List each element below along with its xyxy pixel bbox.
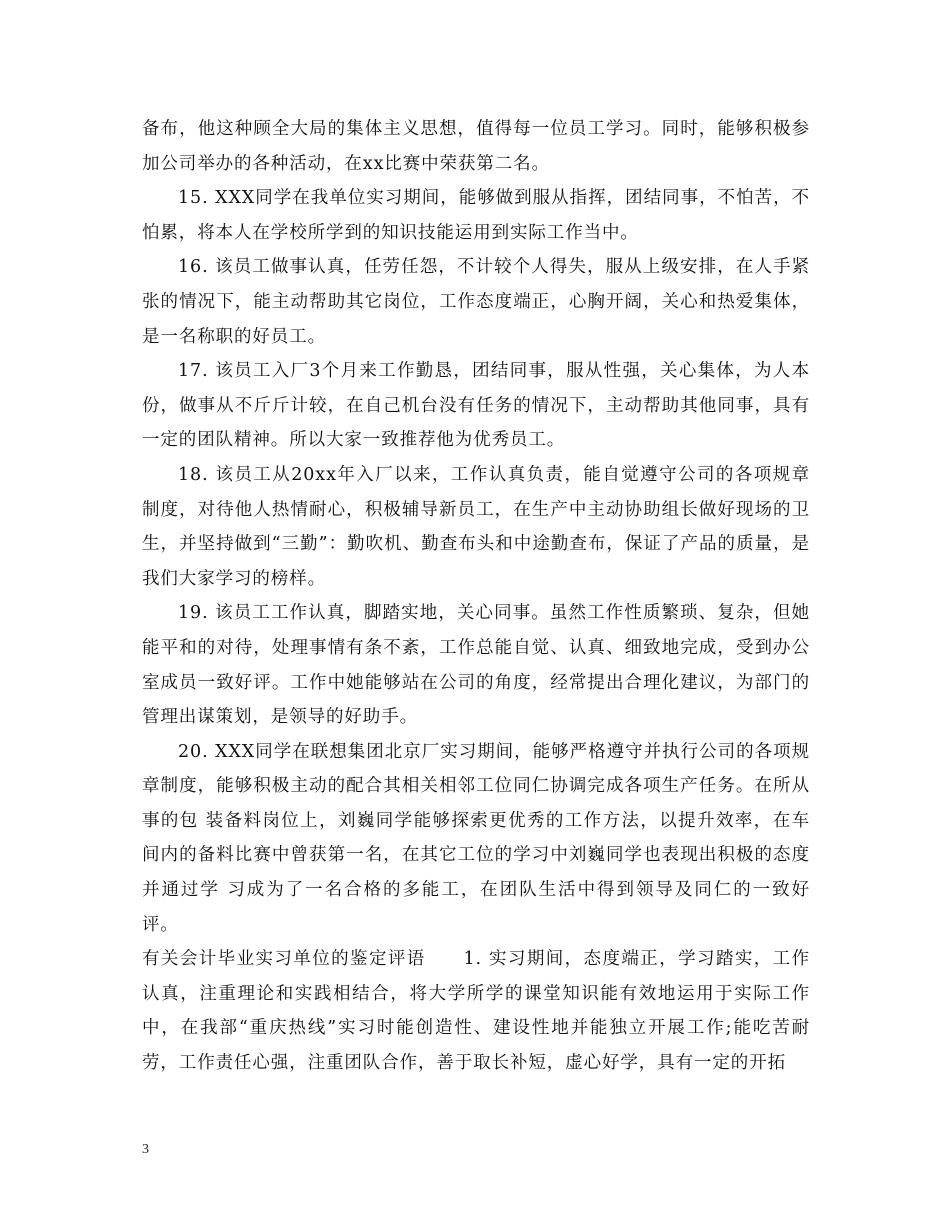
paragraph-item-19: 19. 该员工工作认真，脚踏实地，关心同事。虽然工作性质繁琐、复杂，但她能平和的对待，处理事情有条不紊，工作总能自觉、认真、细致地完成，受到办公室成员一致好评。工作中她能够站在公司的角度，经常提出合理化建议，为部门的管理出谋策划，是领导的好助手。 <box>142 603 810 728</box>
paragraph-item-16: 16. 该员工做事认真，任劳任怨，不计较个人得失，服从上级安排，在人手紧张的情况下，能主动帮助其它岗位，工作态度端正，心胸开阔，关心和热爱集体，是一名称职的好员工。 <box>142 257 810 347</box>
paragraph-accounting-section: 有关会计毕业实习单位的鉴定评语 1. 实习期间，态度端正，学习踏实，工作认真，注重理论和实践相结合，将大学所学的课堂知识能有效地运用于实际工作中，在我部“重庆热线”实习时能创造性、建设性地并能独立开展工作;能吃苦耐劳，工作责任心强，注重团队合作，善于取长补短，虚心好学，具有一定的开拓 <box>142 949 810 1074</box>
page-number: 3 <box>142 1142 149 1157</box>
paragraph-item-15: 15. XXX同学在我单位实习期间，能够做到服从指挥，团结同事，不怕苦，不怕累，将本人在学校所学到的知识技能运用到实际工作当中。 <box>142 188 810 243</box>
document-body <box>142 112 810 1081</box>
paragraph-continuation: 备布，他这种顾全大局的集体主义思想，值得每一位员工学习。同时，能够积极参加公司举办的各种活动，在xx比赛中荣获第二名。 <box>142 119 810 174</box>
paragraph-item-17: 17. 该员工入厂3个月来工作勤恳，团结同事，服从性强，关心集体，为人本份，做事从不斤斤计较，在自己机台没有任务的情况下，主动帮助其他同事，具有一定的团队精神。所以大家一致推荐他为优秀员工。 <box>142 361 810 451</box>
paragraph-item-20: 20. XXX同学在联想集团北京厂实习期间，能够严格遵守并执行公司的各项规章制度，能够积极主动的配合其相关相邻工位同仁协调完成各项生产任务。在所从事的包 装备料岗位上，刘巍同学能够探索更优秀的工作方法，以提升效率，在车间内的备料比赛中曾获第一名，在其它工位的学习中刘巍同学也表现出积极的态度并通过学 习成为了一名合格的多能工，在团队生活中得到领导及同仁的一致好评。 <box>142 741 810 935</box>
paragraph-item-18: 18. 该员工从20xx年入厂以来，工作认真负责，能自觉遵守公司的各项规章制度，对待他人热情耐心，积极辅导新员工，在生产中主动协助组长做好现场的卫生，并坚持做到“三勤”：勤吹机、勤查布头和中途勤查布，保证了产品的质量，是我们大家学习的榜样。 <box>142 464 810 589</box>
